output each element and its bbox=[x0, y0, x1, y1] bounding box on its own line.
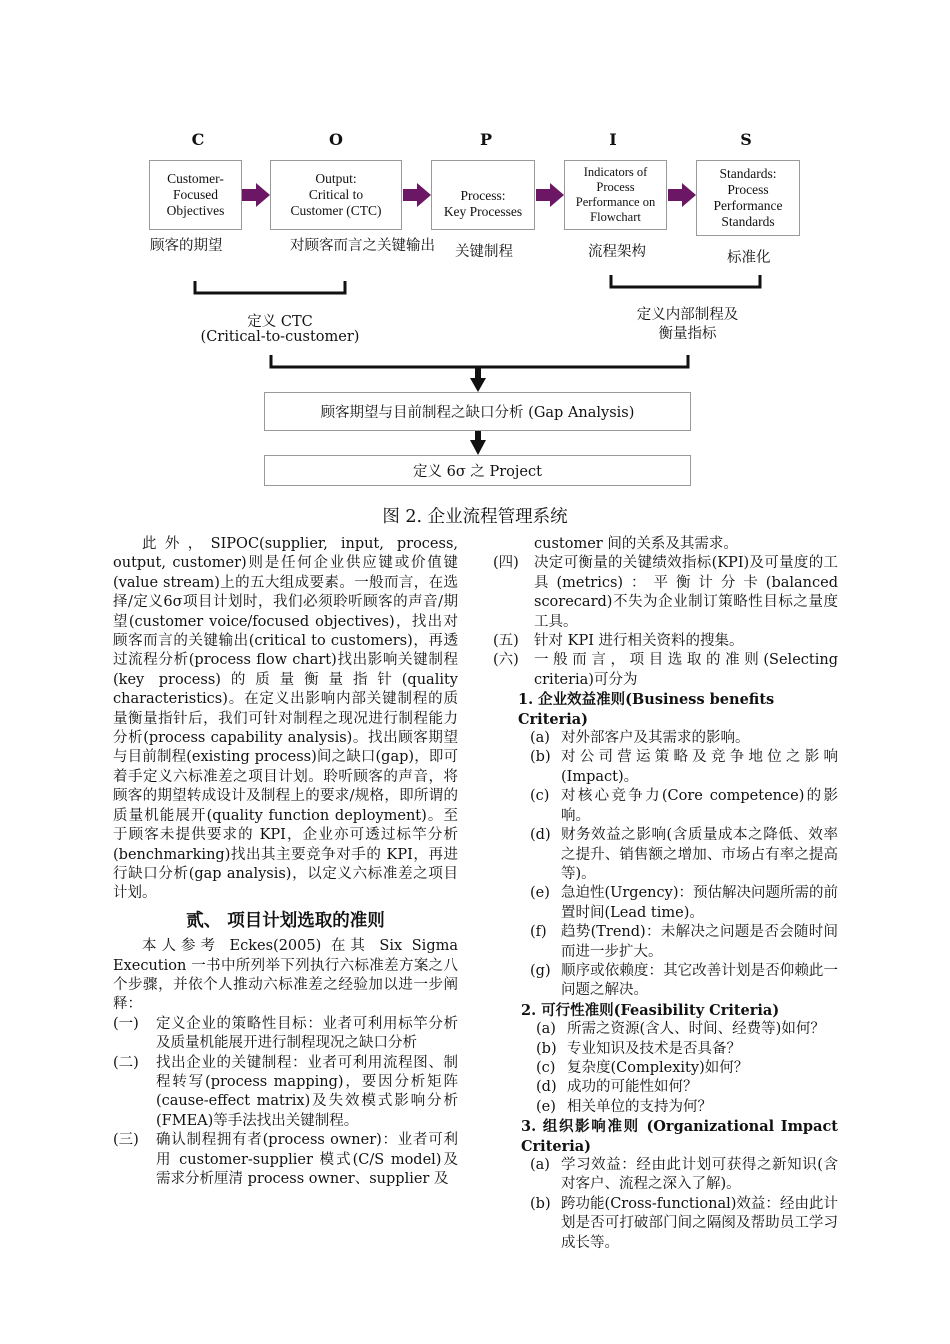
step-text: 找出企业的关键制程：业者可利用流程图、制程转写(process mapping)，要因分析矩阵(cause-effect matrix)及失效模式影响分析(FMEA)等手法找出关键制程。 bbox=[156, 1054, 458, 1129]
step-number: (一) bbox=[113, 1015, 139, 1032]
criteria-organizational-list bbox=[493, 1156, 838, 1253]
step-item bbox=[493, 632, 838, 651]
criteria-text: 对外部客户及其需求的影响。 bbox=[561, 730, 750, 747]
bracket-ctc bbox=[195, 281, 345, 293]
criteria-text: 成功的可能性如何？ bbox=[567, 1079, 698, 1096]
step-number: (五) bbox=[493, 633, 519, 650]
step-number: (二) bbox=[113, 1054, 139, 1071]
criteria-text: 急迫性(Urgency)：预估解决问题所需的前置时间(Lead time)。 bbox=[561, 885, 838, 921]
criteria-business-title: 1. 企业效益准则(Business benefits Criteria) bbox=[518, 691, 775, 728]
criteria-text: 学习效益：经由此计划可获得之新知识(含对客户、流程之深入了解)。 bbox=[561, 1157, 838, 1193]
section-heading: 贰、 项目计划选取的准则 bbox=[186, 910, 385, 931]
caption-customer-expectation: 顾客的期望 bbox=[150, 238, 223, 254]
criteria-item bbox=[530, 884, 838, 923]
criteria-letter: (c) bbox=[536, 1059, 556, 1076]
label-critical-to-customer: (Critical-to-customer) bbox=[200, 329, 360, 345]
paragraph-sipoc: 此外，SIPOC(supplier, input, process, output, customer)则是任何企业供应键或价值键(value stream)上的五大组成要素。一般而言，在选择/定义6σ项目计划时，我们必须聆听顾客的声音/期望(customer voice/focused objectives)，找出对顾客而言的关键输出(critical to customers)，再透过流程分析(process flow chart)找出影响关键制程 (key process)的质量衡量指针(quality characteristics)。在定义出影响内部关键制程的质量衡量指针后，我们可针对制程之现况进行制程能力分析(process capability analysis)。找出顾客期望与目前制程(existing process)间之缺口(gap)，即可着手定义六标准差之项目计划。聆听顾客的声音，将顾客的期望转成设计及制程上的要求/规格，即所谓的质量机能展开(quality function deployment)。至于顾客未提供要求的 KPI，企业亦可透过标竿分析(benchmarking)找出其主要竞争对手的 KPI，再进行缺口分析(gap analysis)，以定义六标准差之项目计划。 bbox=[113, 536, 458, 902]
arrow-down-icon bbox=[470, 378, 486, 392]
caption-process-structure: 流程架构 bbox=[588, 244, 646, 260]
criteria-letter: (b) bbox=[530, 1195, 551, 1212]
criteria-text: 对公司营运策略及竞争地位之影响(Impact)。 bbox=[561, 749, 838, 785]
box-define-project: 定义 6σ 之 Project bbox=[264, 455, 691, 486]
box-customer-objectives: Customer- Focused Objectives bbox=[149, 160, 242, 230]
criteria-item bbox=[536, 1020, 838, 1039]
criteria-item bbox=[530, 748, 838, 787]
letter-o: O bbox=[329, 130, 343, 149]
purple-arrows bbox=[242, 183, 696, 207]
criteria-feasibility-list bbox=[493, 1020, 838, 1117]
arrow-down-icon bbox=[470, 440, 486, 455]
criteria-letter: (c) bbox=[530, 788, 550, 805]
criteria-text: 财务效益之影响(含质量成本之降低、效率之提升、销售额之增加、市场占有率之提高等)。 bbox=[561, 827, 838, 882]
criteria-item bbox=[530, 1195, 838, 1253]
criteria-text: 相关单位的支持为何？ bbox=[567, 1098, 712, 1115]
box-gap-analysis: 顾客期望与目前制程之缺口分析 (Gap Analysis) bbox=[264, 392, 691, 431]
criteria-item bbox=[536, 1098, 838, 1117]
criteria-item bbox=[530, 826, 838, 884]
criteria-text: 对核心竞争力(Core competence)的影响。 bbox=[561, 788, 838, 824]
criteria-text: 专业知识及技术是否具备？ bbox=[567, 1040, 741, 1057]
step-item bbox=[493, 651, 838, 690]
arrow-right-icon bbox=[242, 183, 270, 207]
criteria-letter: (a) bbox=[536, 1021, 556, 1038]
step-continuation: customer 间的关系及其需求。 bbox=[534, 536, 738, 552]
criteria-business-list bbox=[493, 729, 838, 1001]
step-item bbox=[113, 1131, 458, 1189]
step-item bbox=[113, 1015, 458, 1054]
criteria-letter: (f) bbox=[530, 924, 547, 941]
box-standards: Standards: Process Performance Standards bbox=[696, 160, 800, 236]
criteria-text: 跨功能(Cross-functional)效益：经由此计划是否可打破部门间之隔阂及帮助员工学习成长等。 bbox=[561, 1195, 838, 1251]
step-number: (三) bbox=[113, 1132, 139, 1149]
right-column bbox=[493, 535, 838, 1253]
arrow-right-icon bbox=[668, 183, 696, 207]
caption-key-process: 关键制程 bbox=[455, 244, 513, 260]
arrow-right-icon bbox=[536, 183, 564, 207]
criteria-letter: (d) bbox=[536, 1079, 557, 1096]
letter-p: P bbox=[479, 130, 493, 149]
letter-s: S bbox=[740, 130, 752, 149]
criteria-letter: (b) bbox=[530, 749, 551, 766]
criteria-letter: (e) bbox=[536, 1098, 556, 1115]
step-number: (四) bbox=[493, 555, 519, 572]
criteria-item bbox=[536, 1078, 838, 1097]
criteria-letter: (e) bbox=[530, 885, 550, 902]
criteria-text: 趋势(Trend)：未解决之问题是否会随时间而进一步扩大。 bbox=[561, 924, 838, 960]
criteria-letter: (a) bbox=[530, 1157, 550, 1173]
criteria-item bbox=[530, 729, 838, 748]
criteria-letter: (d) bbox=[530, 827, 551, 844]
criteria-item bbox=[530, 923, 838, 962]
bracket-merge bbox=[271, 355, 688, 367]
criteria-text: 所需之资源(含人、时间、经费等)如何？ bbox=[567, 1021, 825, 1038]
box-output-ctc: Output: Critical to Customer (CTC) bbox=[270, 160, 402, 230]
step-item bbox=[493, 554, 838, 632]
step-text: 定义企业的策略性目标：业者可利用标竿分析及质量机能展开进行制程现况之缺口分析 bbox=[156, 1015, 458, 1052]
paragraph-eckes: 本人参考 Eckes(2005) 在其 Six Sigma Execution 一书中所列举下列执行六标准差方案之八个步骤，并依个人推动六标准差之经验加以进一步阐释： bbox=[113, 938, 458, 1013]
criteria-feasibility-title: 2. 可行性准则(Feasibility Criteria) bbox=[521, 1001, 780, 1019]
caption-key-output: 对顾客而言之关键输出 bbox=[290, 238, 435, 254]
caption-standardization: 标准化 bbox=[727, 250, 771, 266]
step-text: 针对 KPI 进行相关资料的搜集。 bbox=[534, 633, 744, 650]
box-indicators: Indicators of Process Performance on Flowchart bbox=[564, 160, 667, 230]
letter-i: I bbox=[609, 130, 617, 149]
criteria-text: 顺序或依赖度：其它改善计划是否仰赖此一问题之解决。 bbox=[561, 962, 838, 999]
criteria-item bbox=[530, 1156, 838, 1195]
label-define-ctc: 定义 CTC bbox=[247, 314, 313, 330]
figure-caption: 图 2. 企业流程管理系统 bbox=[382, 507, 568, 527]
criteria-text: 复杂度(Complexity)如何？ bbox=[567, 1059, 749, 1076]
step-text: 一般而言，项目选取的准则(Selecting criteria)可分为 bbox=[534, 652, 838, 688]
criteria-item bbox=[530, 787, 838, 826]
criteria-organizational-title: 3. 组织影响准则 (Organizational Impact Criteria) bbox=[521, 1118, 838, 1155]
step-number: (六) bbox=[493, 652, 519, 669]
step-text: 确认制程拥有者(process owner)：业者可利用 customer-supplier 模式(C/S model)及需求分析厘清 process owner、supplier 及 bbox=[156, 1132, 458, 1187]
step-item bbox=[113, 1054, 458, 1132]
label-define-internal: 定义内部制程及 bbox=[636, 307, 739, 323]
left-column bbox=[113, 535, 458, 1189]
criteria-item bbox=[536, 1040, 838, 1059]
criteria-letter: (g) bbox=[530, 962, 551, 979]
label-measure-index: 衡量指标 bbox=[658, 326, 717, 342]
criteria-item bbox=[530, 962, 838, 1001]
arrow-right-icon bbox=[403, 183, 431, 207]
box-process: Process: Key Processes bbox=[431, 160, 535, 230]
bracket-kpi bbox=[611, 275, 760, 287]
letter-c: C bbox=[191, 130, 205, 149]
criteria-letter: (b) bbox=[536, 1040, 557, 1057]
criteria-letter: (a) bbox=[530, 730, 550, 747]
criteria-item bbox=[536, 1059, 838, 1078]
step-text: 决定可衡量的关键绩效指标(KPI)及可量度的工具(metrics)：平衡计分卡(balanced scorecard)不失为企业制订策略性目标之量度工具。 bbox=[534, 555, 838, 630]
